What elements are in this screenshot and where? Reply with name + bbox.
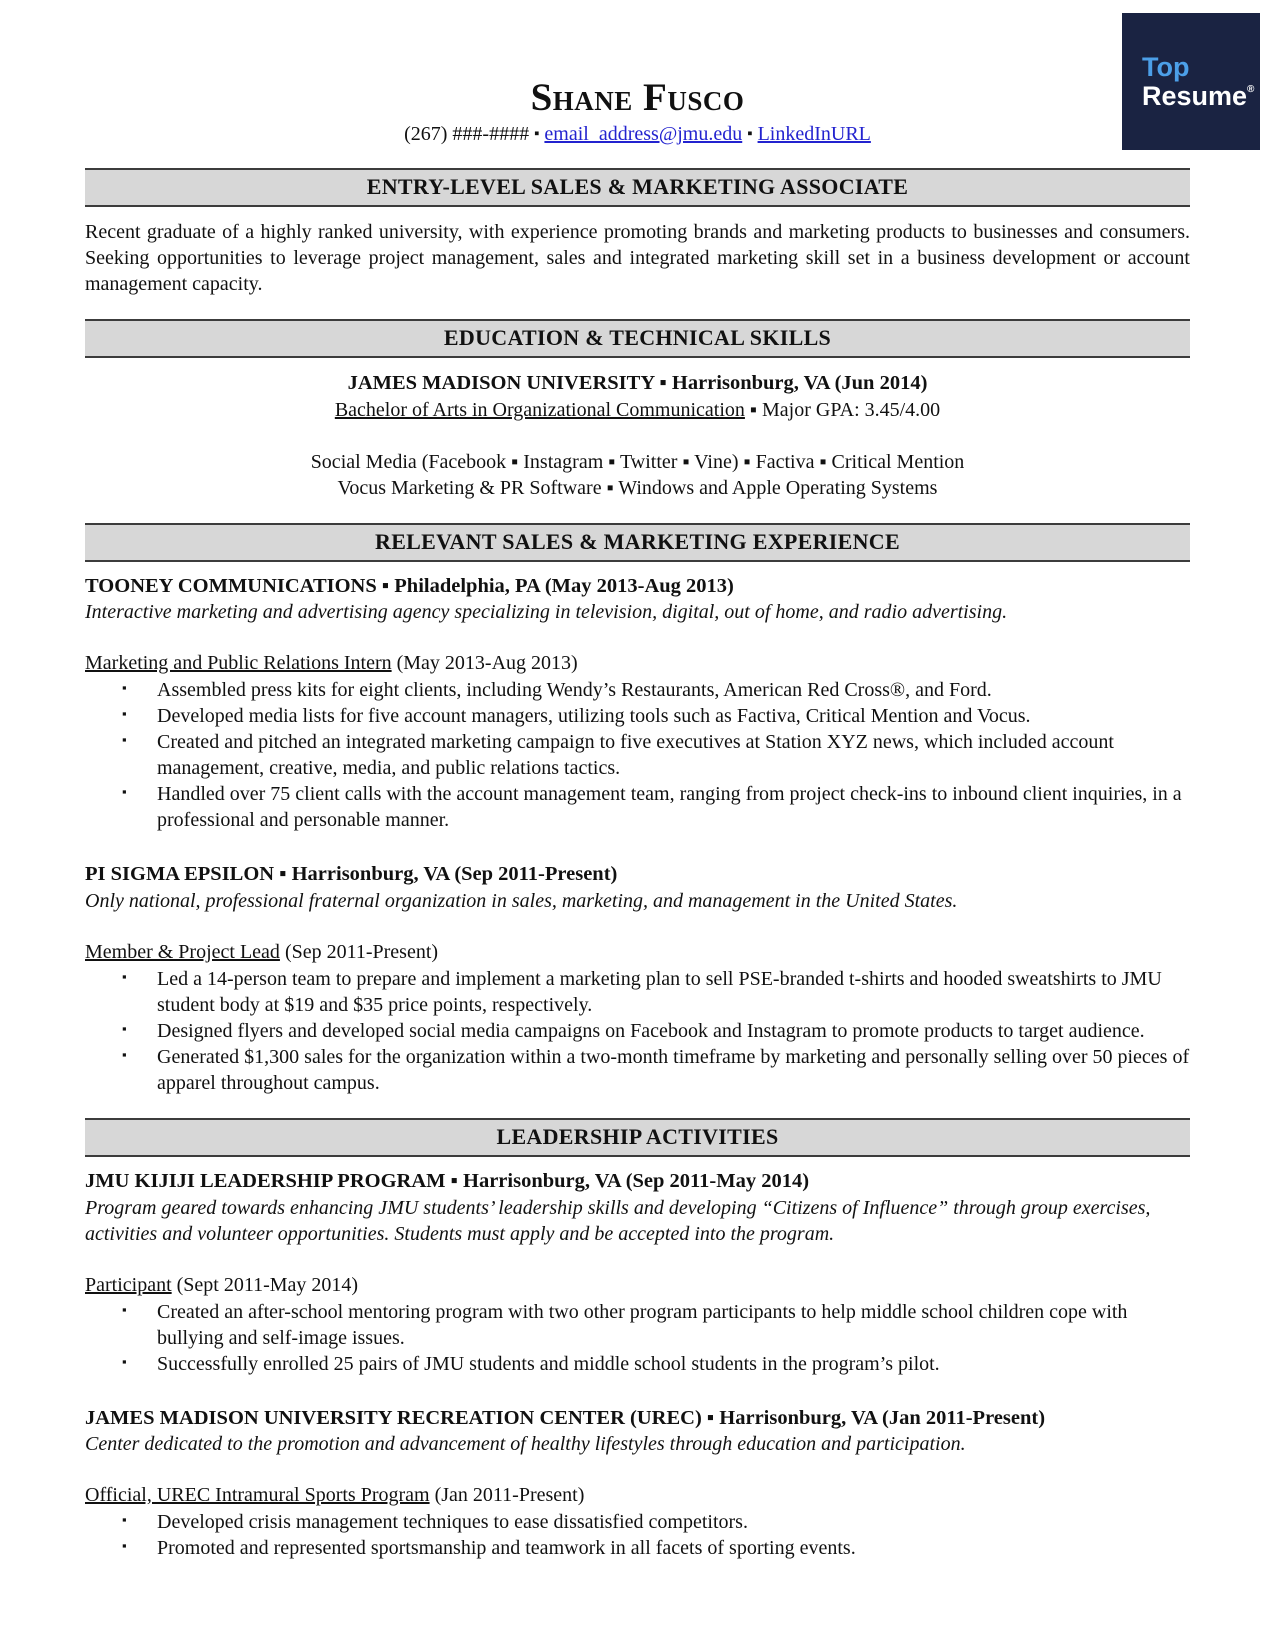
- list-item: [122, 781, 1190, 833]
- bullet-icon: ▪: [122, 1301, 127, 1317]
- bullet-icon: ▪: [122, 732, 127, 748]
- logo-resume-text: Resume®: [1142, 80, 1255, 111]
- bullet-icon: ▪: [122, 1020, 127, 1036]
- activity-dates: (Jan 2011-Present): [434, 1484, 585, 1507]
- section-header-leadership: LEADERSHIP ACTIVITIES: [85, 1118, 1190, 1157]
- bullet-text: Designed flyers and developed social media campaigns on Facebook and Instagram to promote products to target audience.: [157, 1019, 1145, 1042]
- activity-role-line: [85, 1272, 1190, 1298]
- logo-top-text: Top: [1142, 51, 1190, 82]
- contact-line: [85, 123, 1190, 146]
- bullet-icon: ▪: [122, 1353, 127, 1369]
- bullet-text: Assembled press kits for eight clients, including Wendy’s Restaurants, American Red Cross®, and Ford.: [157, 679, 992, 702]
- bullet-text: Handled over 75 client calls with the account management team, ranging from project check-ins to inbound client inquiries, in a professional and personable manner.: [157, 783, 1182, 832]
- list-item: [122, 1299, 1190, 1351]
- list-item: [122, 1535, 1190, 1561]
- activity-bullet-list: [122, 1299, 1190, 1377]
- separator-square-icon: ▪: [534, 125, 540, 142]
- registered-mark: ®: [1247, 83, 1255, 95]
- list-item: [122, 1018, 1190, 1044]
- job-role-line: [85, 650, 1190, 676]
- list-item: [122, 1044, 1190, 1096]
- section-header-objective: ENTRY-LEVEL SALES & MARKETING ASSOCIATE: [85, 168, 1190, 207]
- activity-org-line: JAMES MADISON UNIVERSITY RECREATION CENTER (UREC) ▪ Harrisonburg, VA (Jan 2011-Present): [85, 1406, 1046, 1429]
- list-item: [122, 1351, 1190, 1377]
- section-header-education: EDUCATION & TECHNICAL SKILLS: [85, 319, 1190, 358]
- job-bullet-list: [122, 677, 1190, 833]
- summary-paragraph: Recent graduate of a highly ranked university, with experience promoting brands and marketing products to businesses and consumers. Seeking opportunities to leverage project management, sales and integrated marketing skill set in a business development or account management capacity.: [85, 220, 1190, 295]
- job-role-line: [85, 939, 1190, 965]
- list-item: [122, 677, 1190, 703]
- topresume-logo: [1122, 13, 1260, 150]
- phone-number: (267) ###-####: [404, 122, 530, 145]
- skills-line-2: Vocus Marketing & PR Software ▪ Windows and Apple Operating Systems: [337, 476, 938, 499]
- education-school-line: JAMES MADISON UNIVERSITY ▪ Harrisonburg, VA (Jun 2014): [347, 371, 928, 394]
- bullet-icon: ▪: [122, 1538, 127, 1554]
- email-link[interactable]: email_address@jmu.edu: [544, 122, 743, 145]
- activity-role: Official, UREC Intramural Sports Program: [85, 1484, 430, 1507]
- job-tagline: Interactive marketing and advertising agency specializing in television, digital, out of home, and radio advertising.: [85, 601, 1008, 624]
- bullet-text: Developed media lists for five account managers, utilizing tools such as Factiva, Critical Mention and Vocus.: [157, 705, 1031, 728]
- section-header-experience: RELEVANT SALES & MARKETING EXPERIENCE: [85, 523, 1190, 562]
- bullet-text: Successfully enrolled 25 pairs of JMU students and middle school students in the program’s pilot.: [157, 1352, 940, 1375]
- list-item: [122, 703, 1190, 729]
- bullet-text: Generated $1,300 sales for the organization within a two-month timeframe by marketing and personally selling over 50 pieces of apparel throughout campus.: [157, 1045, 1190, 1094]
- bullet-icon: ▪: [122, 784, 127, 800]
- activity-role-line: [85, 1482, 1190, 1508]
- job-company-line: PI SIGMA EPSILON ▪ Harrisonburg, VA (Sep 2011-Present): [85, 863, 618, 886]
- job-bullet-list: [122, 966, 1190, 1096]
- bullet-icon: ▪: [122, 1046, 127, 1062]
- list-item: [122, 1509, 1190, 1535]
- bullet-icon: ▪: [122, 968, 127, 984]
- activity-org-line: JMU KIJIJI LEADERSHIP PROGRAM ▪ Harrisonburg, VA (Sep 2011-May 2014): [85, 1169, 810, 1192]
- activity-dates: (Sept 2011-May 2014): [176, 1273, 359, 1296]
- activity-tagline: Center dedicated to the promotion and advancement of healthy lifestyles through education and participation.: [85, 1433, 966, 1456]
- list-item: [122, 966, 1190, 1018]
- bullet-text: Developed crisis management techniques to ease dissatisfied competitors.: [157, 1511, 748, 1534]
- job-role: Marketing and Public Relations Intern: [85, 652, 392, 675]
- job-dates: (Sep 2011-Present): [284, 940, 439, 963]
- list-item: [122, 729, 1190, 781]
- bullet-text: Created and pitched an integrated marketing campaign to five executives at Station XYZ news, which included account management, creative, media, and public relations tactics.: [157, 731, 1114, 780]
- degree-name: Bachelor of Arts in Organizational Communication: [334, 398, 745, 421]
- job-role: Member & Project Lead: [85, 940, 280, 963]
- activity-tagline: Program geared towards enhancing JMU students’ leadership skills and developing “Citizens of Influence” through group exercises, activities and volunteer opportunities. Students must apply and be accepted into the program.: [85, 1196, 1151, 1245]
- job-dates: (May 2013-Aug 2013): [396, 652, 578, 675]
- education-degree-line: [85, 397, 1190, 423]
- bullet-text: Led a 14-person team to prepare and implement a marketing plan to sell PSE-branded t-shirts and hooded sweatshirts to JMU student body at $19 and $35 price points, respectively.: [157, 967, 1162, 1016]
- bullet-icon: ▪: [122, 680, 127, 696]
- bullet-icon: ▪: [122, 706, 127, 722]
- activity-bullet-list: [122, 1509, 1190, 1561]
- bullet-text: Promoted and represented sportsmanship and teamwork in all facets of sporting events.: [157, 1537, 856, 1560]
- separator-square-icon: ▪: [747, 125, 753, 142]
- activity-role: Participant: [85, 1273, 172, 1296]
- bullet-text: Created an after-school mentoring program with two other program participants to help middle school children cope with bullying and self-image issues.: [157, 1300, 1128, 1349]
- candidate-name: Shane Fusco: [530, 76, 745, 119]
- bullet-icon: ▪: [122, 1512, 127, 1528]
- skills-line-1: Social Media (Facebook ▪ Instagram ▪ Twitter ▪ Vine) ▪ Factiva ▪ Critical Mention: [310, 450, 965, 473]
- gpa-text: ▪ Major GPA: 3.45/4.00: [749, 398, 941, 421]
- job-tagline: Only national, professional fraternal organization in sales, marketing, and management in the United States.: [85, 889, 958, 912]
- linkedin-link[interactable]: LinkedInURL: [757, 122, 871, 145]
- job-company-line: TOONEY COMMUNICATIONS ▪ Philadelphia, PA (May 2013-Aug 2013): [85, 574, 734, 597]
